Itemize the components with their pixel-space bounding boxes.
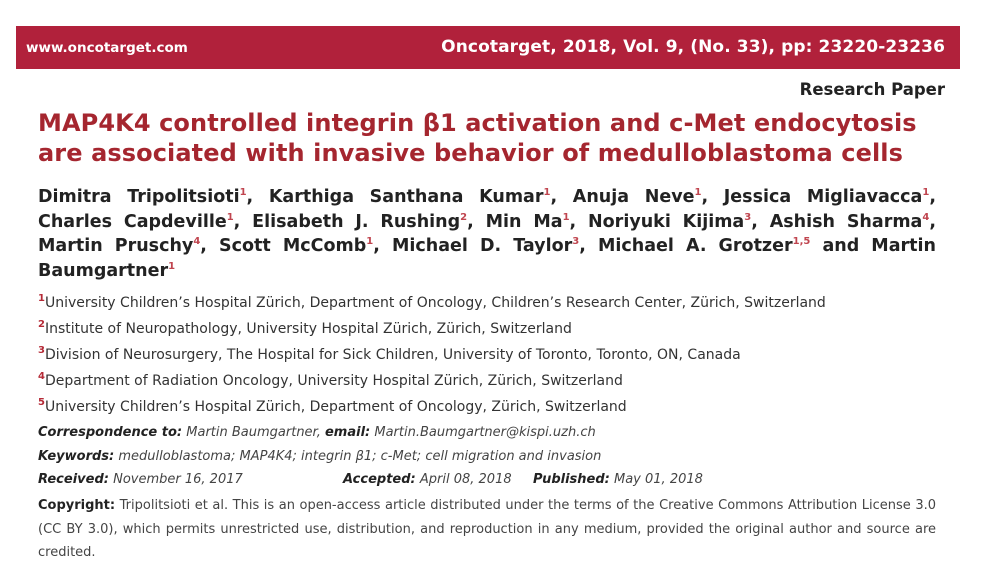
author-affiliation-number: 3	[572, 236, 580, 247]
accepted-date	[343, 472, 533, 487]
received-date	[38, 472, 343, 487]
affiliation-number: 2	[38, 319, 45, 330]
affiliation-number: 3	[38, 345, 45, 356]
author-name: Ashish Sharma	[769, 211, 923, 232]
copyright-text: Tripolitsioti et al. This is an open-access article distributed under the terms of the Creative Commons Attribution License 3.0 (CC BY 3.0), which permits unrestricted use, distribution, and reproduction in any medium, provided the original author and source are credited.	[38, 498, 936, 560]
author-separator: ,	[929, 211, 936, 232]
author-affiliation-number: 4	[193, 236, 201, 247]
author-name: Martin Pruschy	[38, 236, 194, 256]
author-affiliation-number: 1	[694, 187, 702, 198]
correspondence-name: Martin Baumgartner,	[186, 425, 321, 440]
author-affiliation-number: 1,5	[792, 236, 811, 247]
author-name: Noriyuki Kijima	[588, 211, 745, 232]
author-name: Jessica Migliavacca	[723, 187, 923, 207]
affiliation-item	[38, 394, 958, 420]
affiliation-item	[38, 290, 958, 316]
journal-website-link[interactable]: www.oncotarget.com	[26, 40, 188, 56]
paper-title	[38, 108, 958, 168]
author-affiliation-number: 1	[366, 236, 374, 247]
affiliation-item	[38, 342, 958, 368]
author-separator: ,	[569, 211, 589, 232]
author-name: Charles Capdeville	[38, 211, 227, 232]
affiliation-text: Department of Radiation Oncology, University Hospital Zürich, Zürich, Switzerland	[44, 373, 623, 389]
author-name: Michael D. Taylor	[391, 236, 573, 256]
journal-banner	[16, 26, 960, 69]
author-affiliation-number: 3	[744, 211, 752, 223]
correspondence-line	[38, 425, 958, 440]
copyright-label: Copyright:	[38, 498, 116, 513]
affiliation-item	[38, 368, 958, 394]
journal-citation: Oncotarget, 2018, Vol. 9, (No. 33), pp: 23220-23236	[441, 37, 945, 57]
affiliation-text: Division of Neurosurgery, The Hospital for Sick Children, University of Toronto, Toronto, ON, Canada	[44, 347, 741, 363]
accepted-value: April 08, 2018	[419, 472, 512, 487]
paper-title-line-1: MAP4K4 controlled integrin β1 activation and c-Met endocytosis	[38, 109, 917, 137]
author-affiliation-number: 1	[226, 211, 234, 223]
author-name: Min Ma	[485, 211, 563, 232]
affiliation-text: University Children’s Hospital Zürich, Department of Oncology, Children’s Research Center, Zürich, Switzerland	[44, 295, 826, 311]
received-label: Received:	[38, 472, 109, 487]
affiliation-number: 5	[38, 397, 45, 408]
author-name: Scott McComb	[219, 236, 367, 256]
author-list	[38, 185, 936, 283]
author-name: Dimitra Tripolitsioti	[38, 187, 240, 207]
author-separator	[810, 236, 822, 256]
author-affiliation-number: 2	[460, 211, 468, 223]
author-affiliation-number: 1	[562, 211, 570, 223]
keywords-value: medulloblastoma; MAP4K4; integrin β1; c-Met; cell migration and invasion	[118, 449, 602, 464]
author-separator: ,	[467, 211, 486, 232]
author-affiliation-number: 1	[168, 260, 176, 272]
author-separator: ,	[579, 236, 598, 256]
author-name: Elisabeth J. Rushing	[252, 211, 461, 232]
author-name: Karthiga Santhana Kumar	[268, 187, 544, 207]
published-label: Published:	[533, 472, 610, 487]
author-affiliation-number: 1	[239, 187, 247, 198]
keywords-line	[38, 449, 958, 464]
author-separator: ,	[200, 236, 220, 256]
author-name: Michael A. Grotzer	[597, 236, 793, 256]
author-affiliation-number: 1	[543, 187, 551, 198]
affiliation-text: Institute of Neuropathology, University Hospital Zürich, Zürich, Switzerland	[44, 321, 572, 337]
correspondence-label: Correspondence to:	[38, 425, 183, 440]
copyright-notice	[38, 494, 936, 565]
author-separator: ,	[246, 187, 269, 207]
paper-title-line-2: are associated with invasive behavior of medulloblastoma cells	[38, 139, 904, 167]
author-separator: ,	[751, 211, 770, 232]
paper-type-label: Research Paper	[799, 80, 945, 99]
affiliation-item	[38, 316, 958, 342]
affiliation-number: 1	[38, 293, 45, 304]
author-separator: ,	[233, 211, 253, 232]
affiliation-text: University Children’s Hospital Zürich, Department of Oncology, Zürich, Switzerland	[44, 399, 627, 415]
published-date	[533, 472, 703, 487]
author-name: and Martin Baumgartner	[38, 236, 936, 281]
received-value: November 16, 2017	[113, 472, 243, 487]
author-name: Anuja Neve	[572, 187, 695, 207]
author-separator: ,	[550, 187, 573, 207]
author-separator: ,	[929, 187, 936, 207]
keywords-label: Keywords:	[38, 449, 115, 464]
author-separator: ,	[701, 187, 724, 207]
accepted-label: Accepted:	[343, 472, 416, 487]
affiliation-list	[38, 290, 958, 420]
author-separator: ,	[373, 236, 392, 256]
author-affiliation-number: 4	[922, 211, 930, 223]
published-value: May 01, 2018	[614, 472, 703, 487]
affiliation-number: 4	[38, 371, 45, 382]
dates-line	[38, 472, 958, 487]
email-label: email:	[324, 425, 371, 440]
author-affiliation-number: 1	[922, 187, 930, 198]
correspondence-email-link[interactable]: Martin.Baumgartner@kispi.uzh.ch	[374, 425, 596, 440]
